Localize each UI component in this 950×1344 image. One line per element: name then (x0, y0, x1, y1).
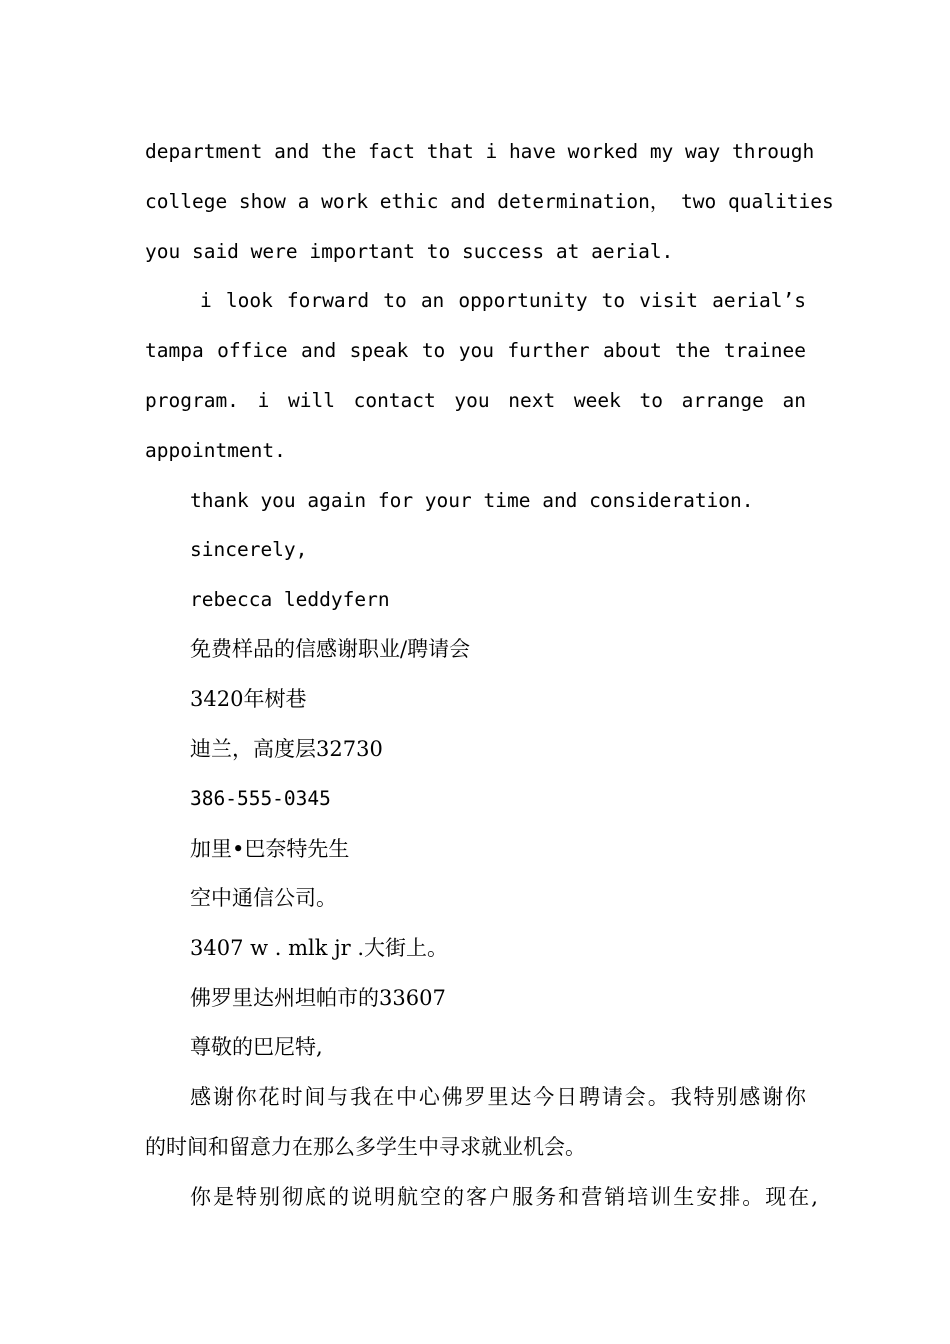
body-line: thank you again for your time and consideration. (190, 489, 754, 512)
recipient-address-line: 佛罗里达州坦帕市的33607 (190, 986, 446, 1010)
body-line: 的时间和留意力在那么多学生中寻求就业机会。 (145, 1135, 586, 1159)
body-line: 感谢你花时间与我在中心佛罗里达今日聘请会。我特别感谢你 (190, 1085, 806, 1109)
recipient-company: 空中通信公司。 (190, 886, 337, 910)
section-title: 免费样品的信感谢职业/聘请会 (190, 637, 471, 661)
body-line: department and the fact that i have worked my way through (145, 140, 815, 163)
address-line: 迪兰，高度层32730 (190, 737, 383, 761)
signature-name: rebecca leddyfern (190, 588, 390, 611)
body-line: appointment. (145, 439, 286, 462)
body-line: you said were important to success at aerial. (145, 240, 674, 263)
phone-line: 386-555-0345 (190, 787, 331, 810)
salutation: 尊敬的巴尼特, (190, 1035, 323, 1059)
closing-line: sincerely, (190, 538, 308, 561)
recipient-address-line: 3407 w . mlk jr .大街上。 (190, 936, 449, 960)
body-line: i look forward to an opportunity to visit aerial’s (200, 289, 806, 312)
address-line: 3420年树巷 (190, 687, 307, 711)
recipient-name: 加里•巴奈特先生 (190, 837, 350, 861)
body-line: college show a work ethic and determination， two qualities (145, 190, 834, 213)
body-line: tampa office and speak to you further about the trainee (145, 339, 806, 362)
body-line: 你是特别彻底的说明航空的客户服务和营销培训生安排。现在, (190, 1185, 818, 1209)
body-line: program. i will contact you next week to arrange an (145, 389, 806, 412)
